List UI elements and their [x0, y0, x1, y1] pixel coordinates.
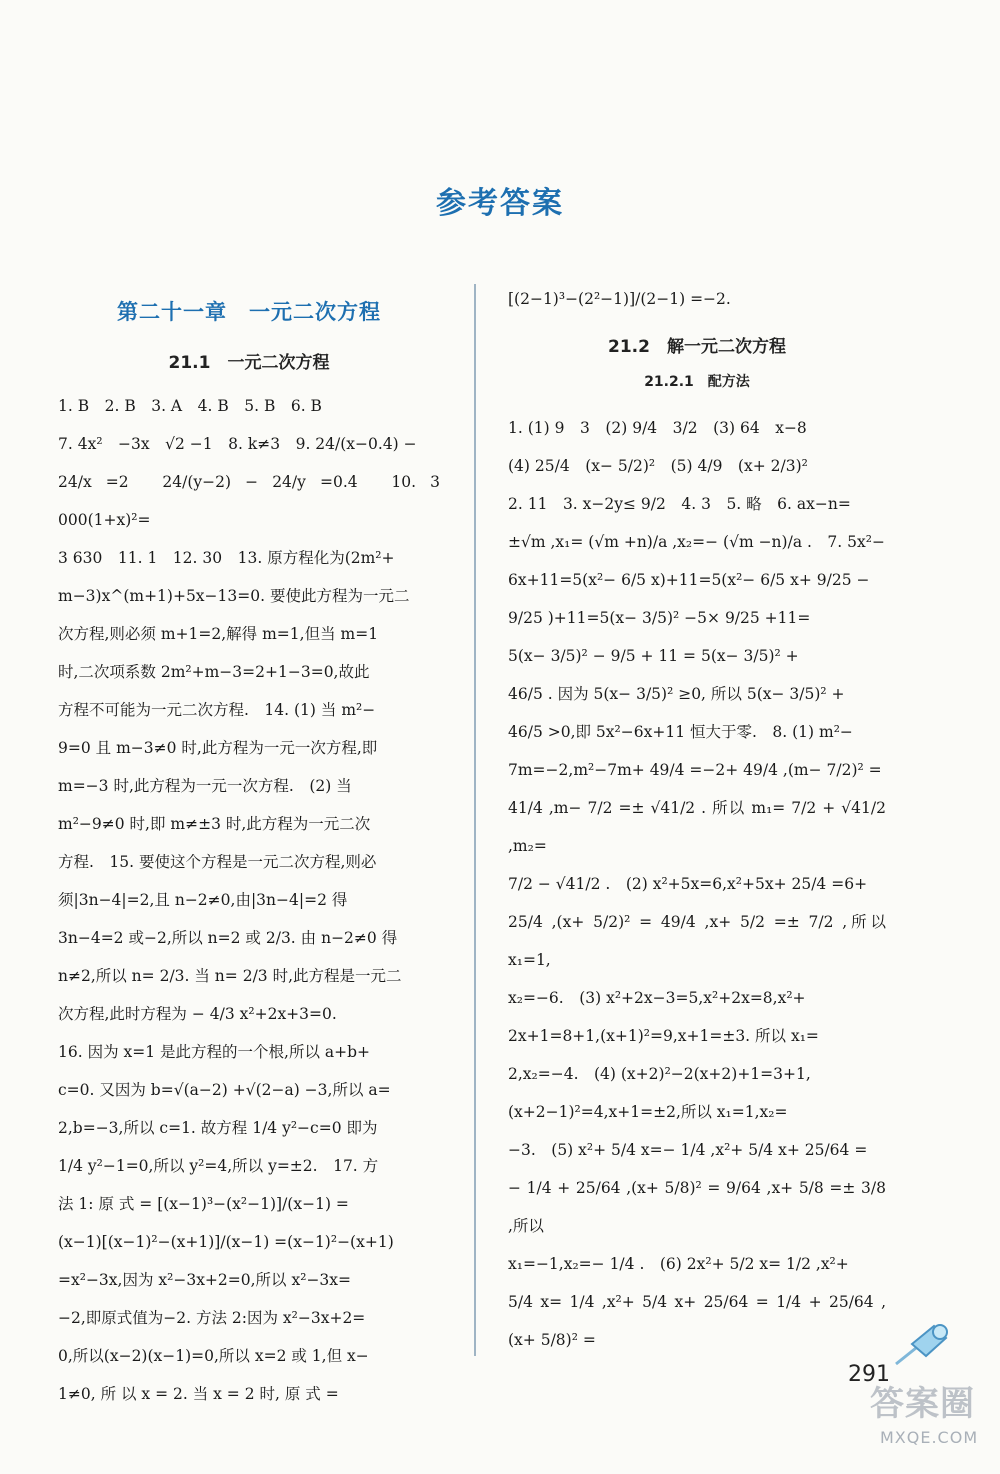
- text-line: 16. 因为 x=1 是此方程的一个根,所以 a+b+: [58, 1043, 371, 1061]
- text-line: − 1/4 + 25/64 ,(x+ 5/8)² = 9/64 ,x+ 5/8 =± 3/8 ,所以: [508, 1179, 886, 1235]
- text-line: 46/5 >0,即 5x²−6x+11 恒大于零. 8. (1) m²−: [508, 723, 853, 741]
- text-line: 7. 4x² −3x √2 −1 8. k≠3 9. 24/(x−0.4) −: [58, 435, 417, 453]
- text-line: 24/x =2 24/(y−2) − 24/y =0.4 10. 3 000(1+x)²=: [58, 473, 440, 529]
- text-line: 1≠0, 所 以 x = 2. 当 x = 2 时, 原 式 =: [58, 1385, 339, 1403]
- pushpin-icon: [890, 1318, 954, 1374]
- text-line: 2x+1=8+1,(x+1)²=9,x+1=±3. 所以 x₁=: [508, 1027, 819, 1045]
- text-line: =x²−3x,因为 x²−3x+2=0,所以 x²−3x=: [58, 1271, 352, 1289]
- text-line: m=−3 时,此方程为一元一次方程. (2) 当: [58, 777, 352, 795]
- text-line: 次方程,此时方程为 − 4/3 x²+2x+3=0.: [58, 1005, 337, 1023]
- text-line: 次方程,则必须 m+1=2,解得 m=1,但当 m=1: [58, 625, 379, 643]
- text-line: 5/4 x= 1/4 ,x²+ 5/4 x+ 25/64 = 1/4 + 25/64 ,(x+ 5/8)² =: [508, 1293, 886, 1349]
- text-line: c=0. 又因为 b=√(a−2) +√(2−a) −3,所以 a=: [58, 1081, 391, 1099]
- text-line: −2,即原式值为−2. 方法 2:因为 x²−3x+2=: [58, 1309, 366, 1327]
- text-line: n≠2,所以 n= 2/3. 当 n= 2/3 时,此方程是一元二: [58, 967, 402, 985]
- text-line: 3 630 11. 1 12. 30 13. 原方程化为(2m²+: [58, 549, 395, 567]
- chapter-heading: 第二十一章 一元二次方程: [117, 300, 381, 324]
- watermark-logo: 答案圈: [870, 1384, 975, 1424]
- text-line: 6x+11=5(x²− 6/5 x)+11=5(x²− 6/5 x+ 9/25 −: [508, 571, 870, 589]
- page-title: 参考答案: [436, 186, 564, 221]
- left-answer-text: [58, 387, 440, 1413]
- right-column: [508, 280, 886, 1359]
- section-heading: 21.2 解一元二次方程: [608, 337, 786, 357]
- text-line: 时,二次项系数 2m²+m−3=2+1−3=0,故此: [58, 663, 370, 681]
- text-line: 9/25 )+11=5(x− 3/5)² −5× 9/25 +11=: [508, 609, 811, 627]
- watermark-url: MXQE.COM: [880, 1428, 979, 1447]
- text-line: (x−1)[(x−1)²−(x+1)]/(x−1) =(x−1)²−(x+1): [58, 1233, 394, 1251]
- text-line: −3. (5) x²+ 5/4 x=− 1/4 ,x²+ 5/4 x+ 25/64 =: [508, 1141, 868, 1159]
- text-line: (x+2−1)²=4,x+1=±2,所以 x₁=1,x₂=: [508, 1103, 788, 1121]
- text-line: 0,所以(x−2)(x−1)=0,所以 x=2 或 1,但 x−: [58, 1347, 369, 1365]
- text-line: 2. 11 3. x−2y≤ 9/2 4. 3 5. 略 6. ax−n=: [508, 495, 851, 513]
- text-line: m−3)x^(m+1)+5x−13=0. 要使此方程为一元二: [58, 587, 410, 605]
- continued-line: [508, 280, 886, 318]
- text-line: 9=0 且 m−3≠0 时,此方程为一元一次方程,即: [58, 739, 378, 757]
- text-line: 5(x− 3/5)² − 9/5 + 11 = 5(x− 3/5)² +: [508, 647, 799, 665]
- text-line: 须|3n−4|=2,且 n−2≠0,由|3n−4|=2 得: [58, 891, 348, 909]
- subsection-heading: 21.2.1 配方法: [644, 374, 750, 390]
- text-line: 方程. 15. 要使这个方程是一元二次方程,则必: [58, 853, 377, 871]
- text-line: m²−9≠0 时,即 m≠±3 时,此方程为一元二次: [58, 815, 371, 833]
- text-line: ±√m ,x₁= (√m +n)/a ,x₂=− (√m −n)/a . 7. 5x²−: [508, 533, 885, 551]
- left-column: [58, 292, 440, 1413]
- text-line: 7/2 − √41/2 . (2) x²+5x=6,x²+5x+ 25/4 =6+: [508, 875, 868, 893]
- text-line: 2,x₂=−4. (4) (x+2)²−2(x+2)+1=3+1,: [508, 1065, 811, 1083]
- text-line: 41/4 ,m− 7/2 =± √41/2 . 所以 m₁= 7/2 + √41/2 ,m₂=: [508, 799, 886, 855]
- text-line: x₂=−6. (3) x²+2x−3=5,x²+2x=8,x²+: [508, 989, 806, 1007]
- section-heading: 21.1 一元二次方程: [168, 353, 330, 373]
- text-line: x₁=−1,x₂=− 1/4 . (6) 2x²+ 5/2 x= 1/2 ,x²+: [508, 1255, 849, 1273]
- text-line: 7m=−2,m²−7m+ 49/4 =−2+ 49/4 ,(m− 7/2)² =: [508, 761, 882, 779]
- column-divider: [474, 284, 476, 1356]
- text-line: (4) 25/4 (x− 5/2)² (5) 4/9 (x+ 2/3)²: [508, 457, 808, 475]
- text-line: 1. (1) 9 3 (2) 9/4 3/2 (3) 64 x−8: [508, 419, 807, 437]
- page-number: 291: [848, 1362, 890, 1387]
- text-line: 25/4 ,(x+ 5/2)² = 49/4 ,x+ 5/2 =± 7/2 ,所以 x₁=1,: [508, 913, 886, 969]
- text-line: 2,b=−3,所以 c=1. 故方程 1/4 y²−c=0 即为: [58, 1119, 378, 1137]
- text-line: 3n−4=2 或−2,所以 n=2 或 2/3. 由 n−2≠0 得: [58, 929, 398, 947]
- text-line: [(2−1)³−(2²−1)]/(2−1) =−2.: [508, 290, 731, 308]
- text-line: 46/5 . 因为 5(x− 3/5)² ≥0, 所以 5(x− 3/5)² +: [508, 685, 845, 703]
- text-line: 1. B 2. B 3. A 4. B 5. B 6. B: [58, 397, 322, 415]
- text-line: 方程不可能为一元二次方程. 14. (1) 当 m²−: [58, 701, 376, 719]
- text-line: 1/4 y²−1=0,所以 y²=4,所以 y=±2. 17. 方: [58, 1157, 379, 1175]
- right-answer-text: [508, 409, 886, 1359]
- text-line: 法 1: 原 式 = [(x−1)³−(x²−1)]/(x−1) =: [58, 1195, 349, 1213]
